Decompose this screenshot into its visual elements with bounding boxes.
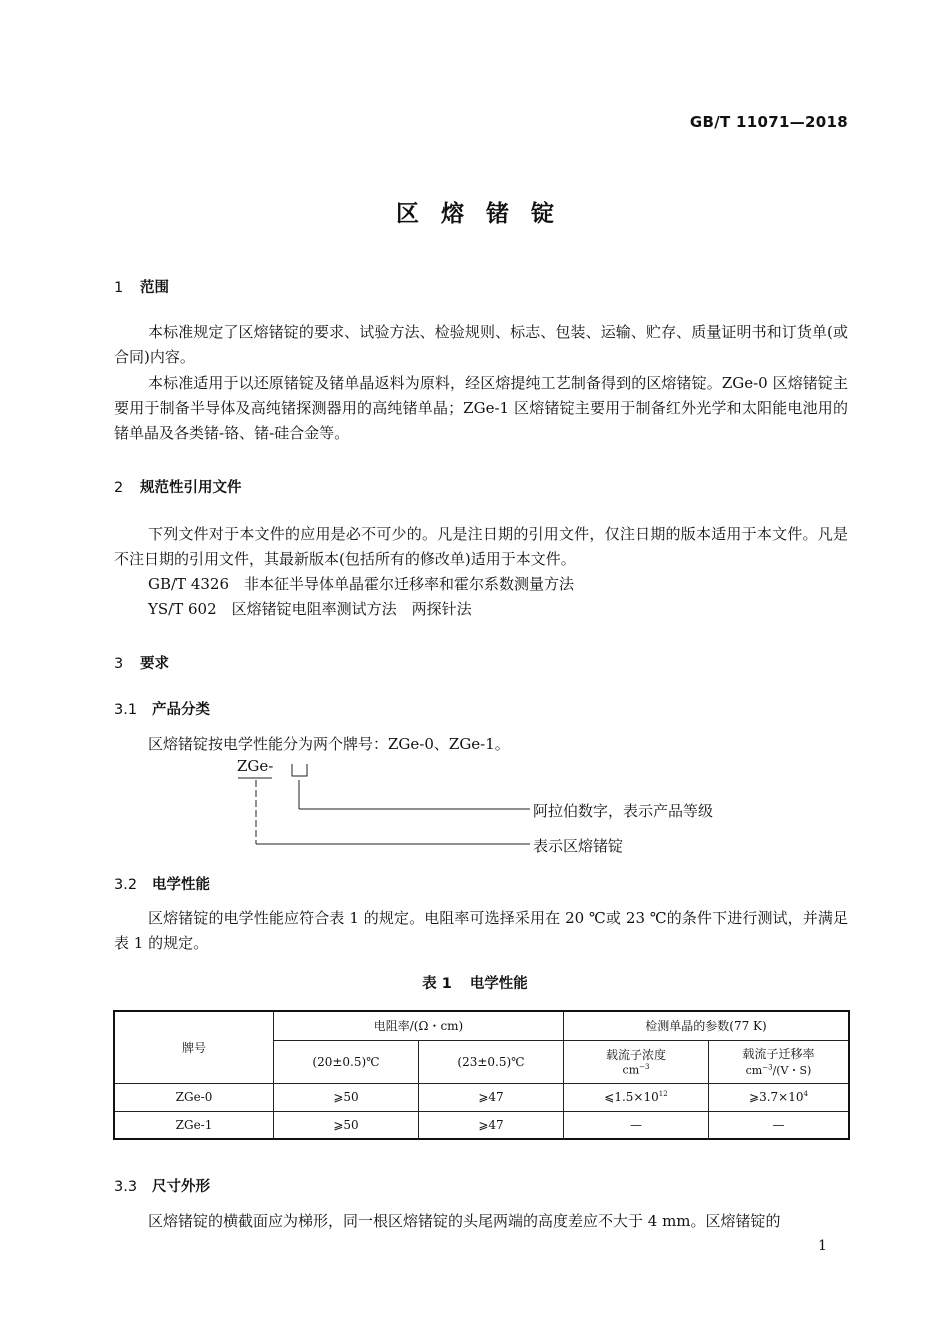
header-concentration [564,1040,709,1083]
classification-diagram [230,756,540,856]
section-3-2-paragraph: 区熔锗锭的电学性能应符合表 1 的规定。电阻率可选择采用在 20 ℃或 23 ℃的条件下进行测试，并满足表 1 的规定。 [114,909,848,952]
section-3-heading [114,652,169,673]
digit-placeholder-box [292,764,307,776]
header-resistivity: 电阻率/(Ω・cm) [274,1011,564,1040]
cell-res-20: ⩾50 [274,1083,419,1111]
table-caption [0,972,950,993]
diagram-digit-label: 阿拉伯数字，表示产品等级 [533,802,714,820]
section-2-heading [114,476,242,497]
header-res-23: (23±0.5)℃ [419,1040,564,1083]
standard-number: GB/T 11071—2018 [689,113,848,131]
cell-res-23: ⩾47 [419,1111,564,1139]
reference-item [148,572,574,597]
reference-code: GB/T 4326 [148,575,230,593]
cell-mobility: — [709,1111,850,1139]
diagram-prefix: ZGe- [237,757,274,775]
section-3-1-paragraph: 区熔锗锭按电学性能分为两个牌号：ZGe-0、ZGe-1。 [148,735,510,753]
section-number: 3.1 [114,702,138,718]
diagram-prefix-label: 表示区熔锗锭 [533,837,624,855]
header-grade: 牌号 [114,1011,274,1083]
section-3-2-heading [114,873,210,894]
table-title: 电学性能 [469,976,528,992]
header-mobility [709,1040,850,1083]
mobility-unit: $cm^{-3}/(V$・S) [745,1063,812,1077]
header-res-20: (20±0.5)℃ [274,1040,419,1083]
mobility-label: 载流子迁移率 [742,1047,815,1061]
section-title: 产品分类 [152,702,210,718]
section-title: 电学性能 [152,877,210,893]
section-1-paragraph-2: 本标准适用于以还原锗锭及锗单晶返料为原料，经区熔提纯工艺制备得到的区熔锗锭。ZGe-0 区熔锗锭主要用于制备半导体及高纯锗探测器用的高纯锗单晶；ZGe-1 区熔锗锭主要用于制备红外光学和太阳能电池用的锗单晶及各类锗-铬、锗-硅合金等。 [114,374,848,442]
section-number: 3 [114,656,124,672]
section-title: 规范性引用文件 [140,480,242,496]
cell-res-20: ⩾50 [274,1111,419,1139]
section-title: 范围 [140,280,169,296]
cell-res-23: ⩾47 [419,1083,564,1111]
reference-title: 非本征半导体单晶霍尔迁移率和霍尔系数测量方法 [244,575,575,593]
section-title: 尺寸外形 [152,1179,210,1195]
electrical-properties-table [113,1010,850,1140]
section-2-paragraph-1: 下列文件对于本文件的应用是必不可少的。凡是注日期的引用文件，仅注日期的版本适用于本文件。凡是不注日期的引用文件，其最新版本(包括所有的修改单)适用于本文件。 [114,525,848,568]
section-3-3-paragraph: 区熔锗锭的横截面应为梯形，同一根区熔锗锭的头尾两端的高度差应不大于 4 mm。区熔锗锭的 [148,1212,781,1230]
section-1-heading [114,276,169,297]
section-3-1-heading [114,698,210,719]
cell-grade: ZGe-0 [114,1083,274,1111]
reference-title: 区熔锗锭电阻率测试方法 两探针法 [231,600,472,618]
section-number: 1 [114,280,124,296]
section-3-3-heading [114,1175,210,1196]
reference-item [148,597,472,622]
section-title: 要求 [140,656,169,672]
cell-mobility: $⩾3.7\times 10^4$ [709,1083,850,1111]
header-params: 检测单晶的参数(77 K) [564,1011,850,1040]
section-number: 3.2 [114,877,138,893]
document-title: 区熔锗锭 [396,201,576,227]
reference-code: YS/T 602 [148,600,217,618]
table-row [114,1111,849,1139]
cell-concentration: — [564,1111,709,1139]
cell-concentration: $⩽1.5\times 10^{12}$ [564,1083,709,1111]
concentration-unit: $cm^{-3}$ [622,1063,650,1077]
section-number: 2 [114,480,124,496]
page-number: 1 [818,1238,827,1254]
section-1-paragraph-1: 本标准规定了区熔锗锭的要求、试验方法、检验规则、标志、包装、运输、贮存、质量证明书和订货单(或合同)内容。 [114,323,848,366]
section-number: 3.3 [114,1179,138,1195]
cell-grade: ZGe-1 [114,1111,274,1139]
table-number: 表 1 [422,976,452,992]
table-row [114,1083,849,1111]
concentration-label: 载流子浓度 [605,1048,666,1063]
